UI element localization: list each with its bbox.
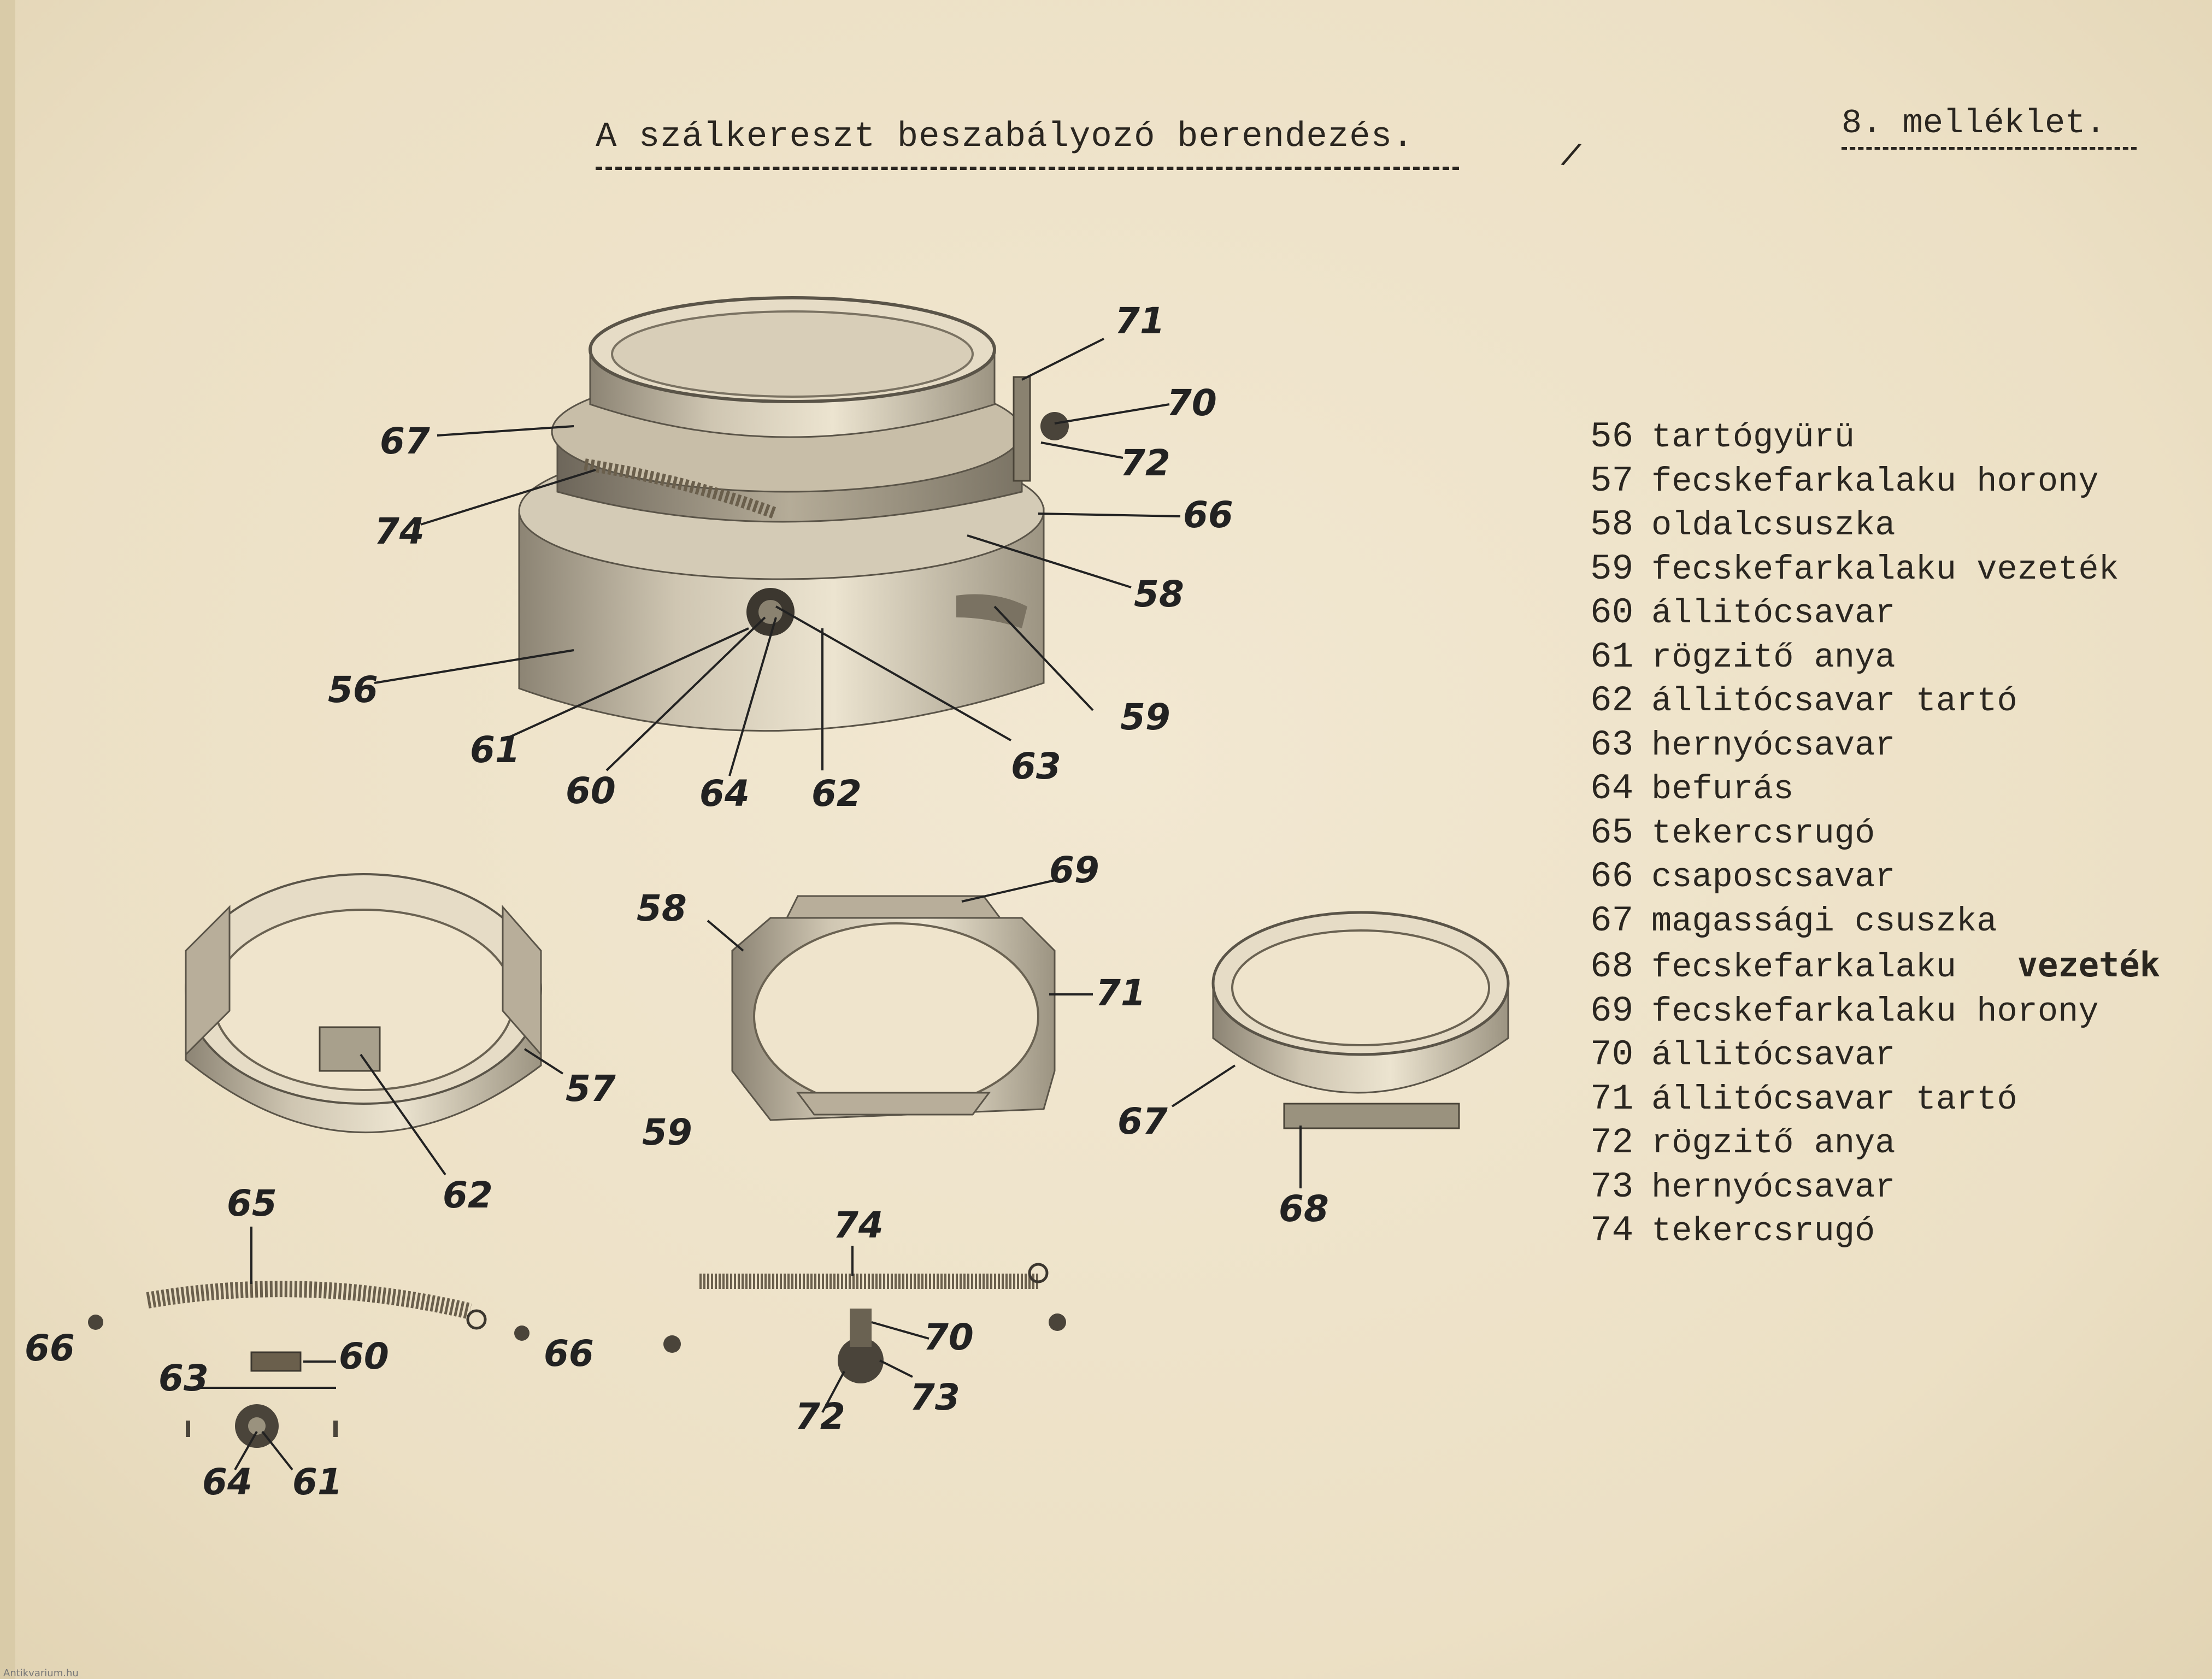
callout-label: 60 (339, 1335, 389, 1377)
callout-label: 66 (1183, 494, 1233, 536)
legend-item: 58 oldalcsuszka (1590, 504, 1896, 545)
legend-item: 56 tartógyürü (1590, 416, 1855, 457)
callout-label: 74 (833, 1204, 884, 1246)
legend-item: 71 állitócsavar tartó (1590, 1078, 2017, 1120)
callout-label: 67 (380, 420, 430, 462)
callout-label: 58 (1134, 573, 1184, 615)
legend-item: 63 hernyócsavar (1590, 724, 1896, 765)
legend-item: 61 rögzitő anya (1590, 636, 1896, 678)
callout-label: 65 (227, 1182, 277, 1224)
legend-item: 69 fecskefarkalaku horony (1590, 990, 2099, 1032)
callout-label: 64 (699, 773, 750, 815)
callout-label: 68 (1279, 1188, 1329, 1230)
legend-item: 64 befurás (1590, 768, 1794, 809)
legend-item: 57 fecskefarkalaku horony (1590, 460, 2099, 502)
callout-label: 63 (1011, 745, 1061, 787)
slide-ring-figure (186, 874, 541, 1133)
legend-item: 68 fecskefarkalaku vezeték (1590, 945, 2161, 987)
callout-label: 71 (1115, 300, 1165, 342)
callout-label: 72 (1120, 442, 1170, 484)
legend-item: 62 állitócsavar tartó (1590, 680, 2017, 721)
callout-label: 66 (25, 1327, 75, 1369)
callout-label: 70 (1167, 382, 1217, 424)
callout-label: 59 (642, 1111, 692, 1153)
legend-item: 67 magassági csuszka (1590, 900, 1997, 941)
callout-label: 63 (158, 1357, 209, 1399)
main-assembly-figure (519, 298, 1069, 731)
callout-label: 61 (470, 729, 520, 771)
annex-label: 8. melléklet. (1842, 104, 2106, 143)
legend-item: 72 rögzitő anya (1590, 1122, 1896, 1163)
legend-item: 70 állitócsavar (1590, 1034, 1896, 1075)
legend-item: 60 állitócsavar (1590, 592, 1896, 633)
callout-label: 61 (292, 1461, 343, 1503)
callout-label: 70 (923, 1316, 974, 1358)
callout-label: 60 (566, 770, 616, 812)
legend-item: 59 fecskefarkalaku vezeték (1590, 548, 2119, 590)
callout-label: 69 (1049, 849, 1099, 891)
callout-label: 74 (374, 510, 425, 552)
callout-label: 57 (566, 1068, 616, 1110)
legend-item: 73 hernyócsavar (1590, 1166, 1896, 1207)
watermark-text: Antikvarium.hu (3, 1668, 79, 1679)
callout-label: 62 (443, 1174, 493, 1216)
legend-item: 65 tekercsrugó (1590, 812, 1875, 853)
callout-label: 71 (1096, 972, 1146, 1014)
ink-mark: / (1557, 137, 1584, 179)
callout-label: 58 (637, 887, 687, 929)
callout-label: 67 (1117, 1100, 1168, 1142)
callout-label: 59 (1120, 696, 1170, 738)
height-slide-figure (1213, 912, 1508, 1128)
callout-label: 66 (544, 1333, 594, 1375)
callout-label: 62 (811, 773, 862, 815)
page-title: A szálkereszt beszabályozó berendezés. (596, 117, 1414, 157)
callout-label: 73 (910, 1376, 960, 1418)
callout-label: 56 (328, 669, 378, 711)
callout-label: 72 (795, 1395, 845, 1438)
side-slide-figure (732, 896, 1055, 1120)
legend-item: 74 tekercsrugó (1590, 1210, 1875, 1251)
callout-label: 64 (202, 1461, 252, 1503)
legend-item: 66 csaposcsavar (1590, 856, 1896, 897)
